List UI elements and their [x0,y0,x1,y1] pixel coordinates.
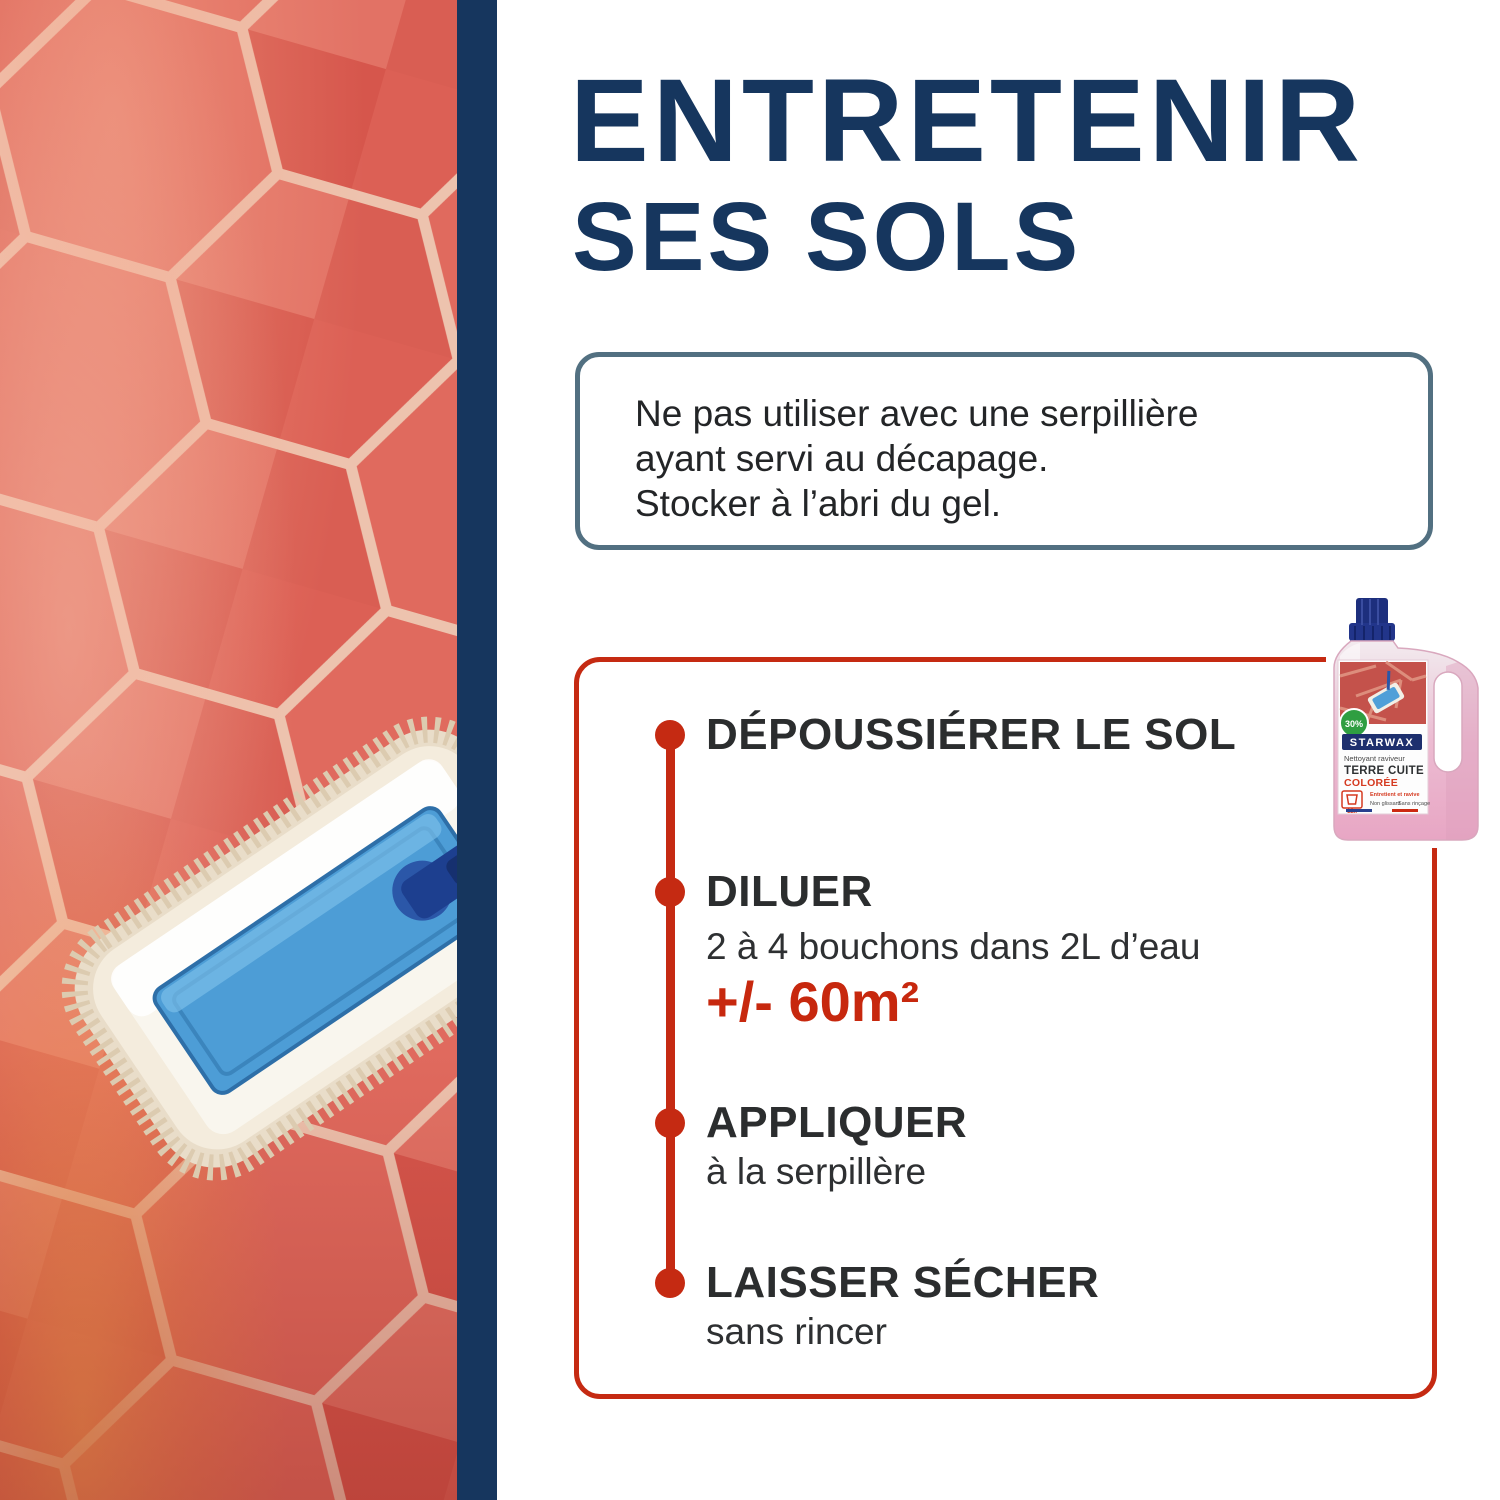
product-name-line2: COLORÉE [1344,777,1399,789]
feature-2: Non glissant [1370,801,1401,807]
step-3-detail: à la serpillère [706,1151,927,1192]
brand-name: STARWAX [1349,737,1415,749]
step-2-title: DILUER [706,867,873,916]
vertical-divider-bar [457,0,497,1500]
terracotta-floor-photo [0,0,457,1500]
feature-3: Sans rinçage [1398,801,1431,807]
timeline-line [666,735,675,1283]
notice-line: Stocker à l’abri du gel. [635,483,1002,524]
step-4 [706,1258,1100,1353]
label-bar-blue [1346,809,1372,812]
notice-line: Ne pas utiliser avec une serpillière [635,393,1199,434]
step-2 [706,867,1201,1033]
step-3 [706,1098,968,1193]
product-type: Nettoyant raviveur [1344,754,1405,763]
bottle-label [1338,660,1430,815]
step-4-title: LAISSER SÉCHER [706,1258,1100,1307]
step-4-detail: sans rincer [706,1311,887,1352]
recycled-badge [1340,709,1368,737]
recycled-badge-text: 30% [1344,719,1364,729]
step-3-title: APPLIQUER [706,1098,968,1147]
feature-1: Entretient et ravive [1370,792,1420,798]
bottle-handle-hole [1434,672,1462,772]
step-bullet-1 [655,720,685,750]
step-bullet-2 [655,877,685,907]
page-title-line1: ENTRETENIR [570,55,1364,187]
page-title-line2: SES SOLS [572,182,1082,291]
notice-text [635,391,1199,526]
label-bar-red [1392,809,1418,812]
notice-line: ayant servi au décapage. [635,438,1049,479]
warning-notice-box [575,352,1433,550]
product-bottle [1326,596,1500,848]
step-2-coverage: +/- 60m² [706,970,920,1033]
step-1-title: DÉPOUSSIÉRER LE SOL [706,710,1237,759]
product-name-line1: TERRE CUITE [1344,765,1424,777]
step-1 [706,710,1237,759]
step-2-detail: 2 à 4 bouchons dans 2L d’eau [706,926,1201,967]
step-bullet-4 [655,1268,685,1298]
step-bullet-3 [655,1108,685,1138]
